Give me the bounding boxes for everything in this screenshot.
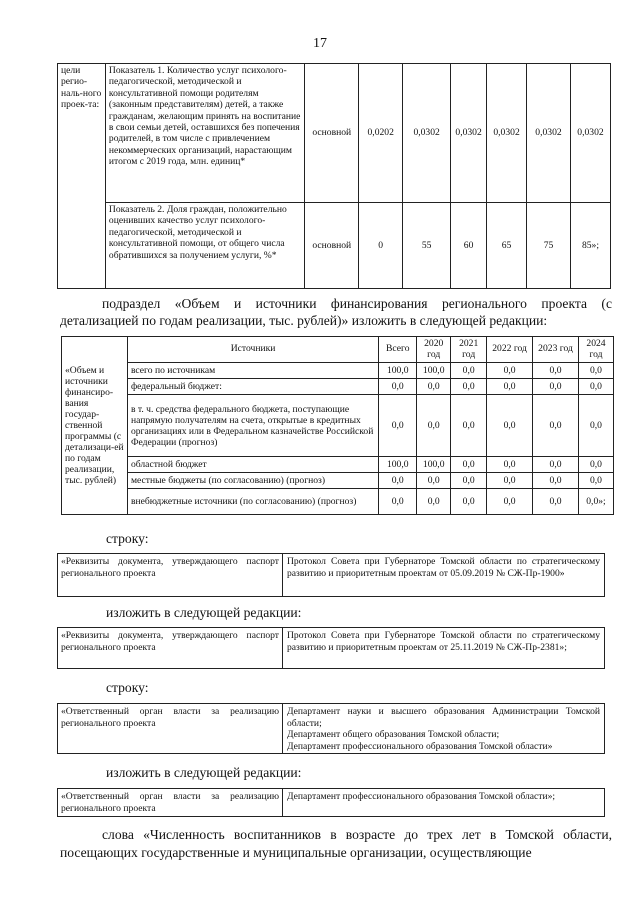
value-cell: 0 (359, 203, 403, 289)
value-cell: 75 (527, 203, 571, 289)
value-cell: 0,0 (487, 457, 533, 473)
box-right-line: Департамент профессионального образования Томской области» (287, 740, 553, 752)
value-cell: 0,0 (533, 489, 579, 515)
value-cell: 0,0 (578, 395, 613, 457)
instruction-line: строку: (106, 680, 149, 695)
value-cell: 0,0 (533, 379, 579, 395)
box-right-line: Департамент науки и высшего образования Администрации Томской области; (287, 706, 600, 729)
value-cell: 0,0 (379, 489, 417, 515)
value-cell: 0,0 (379, 379, 417, 395)
value-cell: 0,0 (578, 363, 613, 379)
value-cell: 0,0 (451, 489, 487, 515)
column-header: 2024 год (578, 337, 613, 363)
value-cell: 0,0 (578, 379, 613, 395)
value-cell: 0,0 (487, 363, 533, 379)
box-left-cell: «Ответственный орган власти за реализацию регионального проекта (58, 789, 283, 816)
value-cell: 0,0 (451, 473, 487, 489)
requisites-old-box (57, 553, 605, 597)
box-left-cell: «Реквизиты документа, утверждающего паспорт регионального проекта (58, 628, 283, 668)
source-cell: областной бюджет (127, 457, 378, 473)
source-cell: в т. ч. средства федерального бюджета, поступающие напрямую получателям на счета, открытые в кредитных организациях или в Федеральном казначействе Российской Федерации (прогноз) (127, 395, 378, 457)
table-header-row (62, 337, 614, 363)
table-row (62, 489, 614, 515)
column-header: Всего (379, 337, 417, 363)
value-cell: 100,0 (379, 457, 417, 473)
column-header: 2020 год (417, 337, 451, 363)
value-cell: 85»; (570, 203, 610, 289)
value-cell: 0,0302 (403, 64, 451, 203)
source-cell: местные бюджеты (по согласованию) (прогноз) (127, 473, 378, 489)
value-cell: 0,0302 (487, 64, 527, 203)
table-row (58, 203, 611, 289)
column-header: 2023 год (533, 337, 579, 363)
value-cell: 65 (487, 203, 527, 289)
value-cell: 0,0 (417, 473, 451, 489)
page-number: 17 (313, 36, 327, 51)
box-right-cell: Департамент профессионального образования Томской области»; (287, 791, 556, 802)
instruction-edit: изложить в следующей редакции: (106, 605, 302, 620)
value-cell: 100,0 (379, 363, 417, 379)
value-cell: 0,0»; (578, 489, 613, 515)
table-row (58, 64, 611, 203)
table-row (62, 395, 614, 457)
value-cell: 0,0302 (527, 64, 571, 203)
column-header: 2021 год (451, 337, 487, 363)
value-cell: 0,0 (417, 395, 451, 457)
indicator-text: Показатель 2. Доля граждан, положительно оценивших качество услуг психолого-педагогической, методической и консультативной помощи, от общего числа обратившихся за получением услуги, %* (105, 203, 304, 289)
paragraph-words: слова «Численность воспитанников в возрасте до трех лет в Томской области, посещающих государственные и муниципальные организации, осуществляющие (60, 827, 612, 860)
indicator-type: основной (305, 64, 359, 203)
value-cell: 0,0 (578, 473, 613, 489)
value-cell: 0,0 (487, 473, 533, 489)
financing-label: «Объем и источники финансиро-вания государ-ственной программы (с детализаци-ей по годам реализации, тыс. рублей) (62, 337, 128, 515)
table-row (62, 473, 614, 489)
value-cell: 0,0 (451, 363, 487, 379)
paragraph-financing: подраздел «Объем и источники финансирования регионального проекта (с детализацией по годам реализации, тыс. рублей)» изложить в следующей редакции: (60, 296, 612, 328)
value-cell: 0,0 (487, 489, 533, 515)
value-cell: 100,0 (417, 457, 451, 473)
financing-table (61, 336, 614, 515)
box-left-cell: «Ответственный орган власти за реализацию регионального проекта (58, 704, 283, 753)
value-cell: 60 (451, 203, 487, 289)
indicator-text: Показатель 1. Количество услуг психолого-педагогической, методической и консультативной помощи родителям (законным представителям) детей, а также гражданам, желающим принять на воспитание в свои семьи детей, оставшихся без попечения родителей, в том числе с привлечением некоммерческих организаций, нарастающим итогом с 2019 года, млн. единиц* (105, 64, 304, 203)
value-cell: 0,0 (379, 473, 417, 489)
responsible-old-box (57, 703, 605, 754)
goal-label: цели регио-наль-ного проек-та: (58, 64, 106, 289)
value-cell: 0,0 (451, 395, 487, 457)
table-row (62, 363, 614, 379)
instruction-edit: изложить в следующей редакции: (106, 765, 302, 780)
table-row (62, 457, 614, 473)
responsible-new-box (57, 788, 605, 817)
box-right-cell (283, 704, 604, 753)
value-cell: 100,0 (417, 363, 451, 379)
column-header: 2022 год (487, 337, 533, 363)
value-cell: 0,0 (533, 363, 579, 379)
value-cell: 0,0302 (451, 64, 487, 203)
value-cell: 0,0 (487, 395, 533, 457)
value-cell: 0,0 (451, 457, 487, 473)
value-cell: 0,0 (379, 395, 417, 457)
value-cell: 0,0 (451, 379, 487, 395)
value-cell: 0,0 (417, 489, 451, 515)
requisites-new-box (57, 627, 605, 669)
box-right-cell: Протокол Совета при Губернаторе Томской области по стратегическому развитию и приоритетным проектам от 05.09.2019 № СЖ-Пр-1900» (287, 556, 600, 579)
table-row (62, 379, 614, 395)
source-cell: федеральный бюджет: (127, 379, 378, 395)
value-cell: 0,0 (487, 379, 533, 395)
indicator-type: основной (305, 203, 359, 289)
box-right-line: Департамент общего образования Томской области; (287, 729, 500, 741)
value-cell: 0,0202 (359, 64, 403, 203)
value-cell: 0,0 (533, 457, 579, 473)
value-cell: 0,0 (533, 395, 579, 457)
value-cell: 55 (403, 203, 451, 289)
source-cell: внебюджетные источники (по согласованию) (прогноз) (127, 489, 378, 515)
instruction-line: строку: (106, 531, 149, 546)
box-right-cell: Протокол Совета при Губернаторе Томской области по стратегическому развитию и приоритетным проектам от 25.11.2019 № СЖ-Пр-2381»; (287, 630, 600, 653)
value-cell: 0,0 (417, 379, 451, 395)
source-cell: всего по источникам (127, 363, 378, 379)
box-left-cell: «Реквизиты документа, утверждающего паспорт регионального проекта (58, 554, 283, 596)
column-header: Источники (127, 337, 378, 363)
value-cell: 0,0 (533, 473, 579, 489)
value-cell: 0,0302 (570, 64, 610, 203)
value-cell: 0,0 (578, 457, 613, 473)
indicators-table (57, 63, 611, 289)
